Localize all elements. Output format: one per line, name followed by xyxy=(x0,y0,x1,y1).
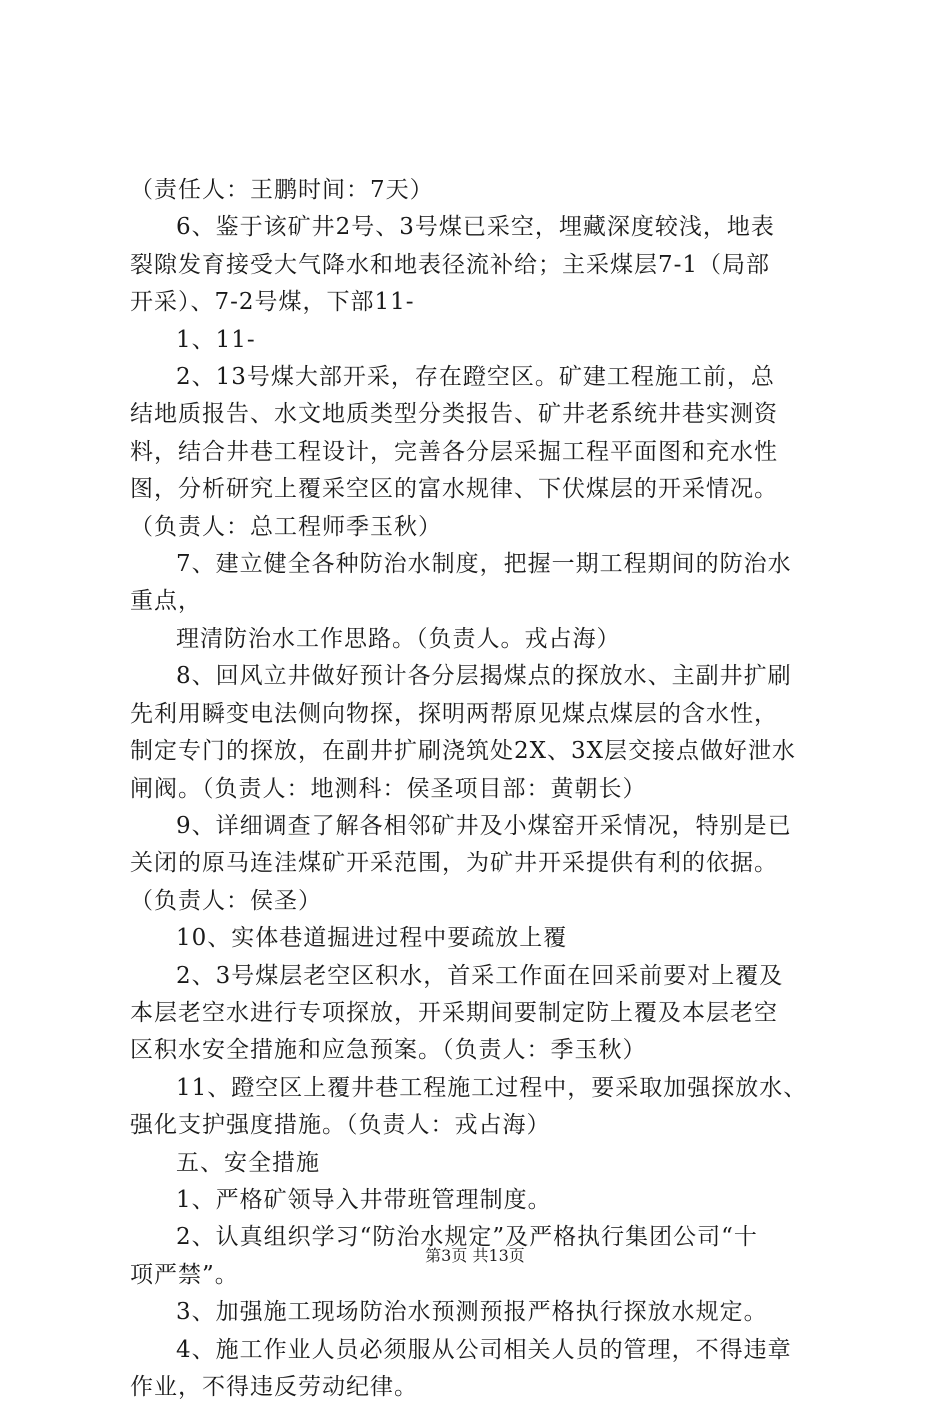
text-line: 闸阀。（负责人：地测科：侯圣项目部：黄朝长） xyxy=(130,775,647,802)
text-line: 关闭的原马连洼煤矿开采范围，为矿井开采提供有利的依据。 xyxy=(130,850,778,877)
text-line: 区积水安全措施和应急预案。（负责人：季玉秋） xyxy=(130,1037,647,1064)
text-line: 2、13号煤大部开采，存在蹬空区。矿建工程施工前，总 xyxy=(176,364,775,391)
page-footer: 第3页 共13页 xyxy=(425,1246,525,1265)
text-line: 6、鉴于该矿井2号、3号煤已采空，埋藏深度较浅，地表 xyxy=(176,214,775,241)
text-line: 强化支护强度措施。（负责人：戎占海） xyxy=(130,1112,551,1139)
text-line: （负责人：总工程师季玉秋） xyxy=(130,513,442,540)
text-line: 结地质报告、水文地质类型分类报告、矿井老系统井巷实测资 xyxy=(130,401,778,428)
text-line: （负责人：侯圣） xyxy=(130,887,322,914)
text-line: 项严禁”。 xyxy=(130,1261,239,1288)
text-line: 10、实体巷道掘进过程中要疏放上覆 xyxy=(176,925,568,952)
text-line: 开采）、7-2号煤，下部11- xyxy=(130,289,415,316)
text-line: 料，结合井巷工程设计，完善各分层采掘工程平面图和充水性 xyxy=(130,438,778,465)
text-line: 7、建立健全各种防治水制度，把握一期工程期间的防治水 xyxy=(176,551,792,578)
text-line: 4、施工作业人员必须服从公司相关人员的管理，不得违章 xyxy=(176,1336,792,1363)
text-line: 重点， xyxy=(130,588,202,615)
text-line: 1、严格矿领导入井带班管理制度。 xyxy=(176,1186,552,1213)
text-line: 8、回风立井做好预计各分层揭煤点的探放水、主副井扩刷 xyxy=(176,663,792,690)
text-line: 11、蹬空区上覆井巷工程施工过程中，要采取加强探放水、 xyxy=(176,1074,808,1101)
text-line: 2、认真组织学习“防治水规定”及严格执行集团公司“十 xyxy=(176,1224,758,1251)
text-line: 制定专门的探放，在副井扩刷浇筑处2X、3X层交接点做好泄水 xyxy=(130,738,797,765)
text-line: 1、11- xyxy=(176,326,256,353)
text-line: 裂隙发育接受大气降水和地表径流补给；主采煤层7-1（局部 xyxy=(130,251,771,278)
text-line: 理清防治水工作思路。（负责人。戎占海） xyxy=(176,625,621,652)
text-line: 3、加强施工现场防治水预测预报严格执行探放水规定。 xyxy=(176,1299,768,1326)
document-body xyxy=(130,172,835,1406)
text-line: 五、安全措施 xyxy=(176,1149,320,1176)
text-line: （责任人：王鹏时间：7天） xyxy=(130,177,434,203)
text-line: 图，分析研究上覆采空区的富水规律、下伏煤层的开采情况。 xyxy=(130,476,778,503)
text-line: 9、详细调查了解各相邻矿井及小煤窑开采情况，特别是已 xyxy=(176,812,792,839)
text-line: 作业，不得违反劳动纪律。 xyxy=(130,1374,418,1400)
text-line: 先利用瞬变电法侧向物探，探明两帮原见煤点煤层的含水性， xyxy=(130,700,778,727)
text-line: 2、3号煤层老空区积水，首采工作面在回采前要对上覆及 xyxy=(176,962,784,989)
text-line: 本层老空水进行专项探放，开采期间要制定防上覆及本层老空 xyxy=(130,999,778,1026)
